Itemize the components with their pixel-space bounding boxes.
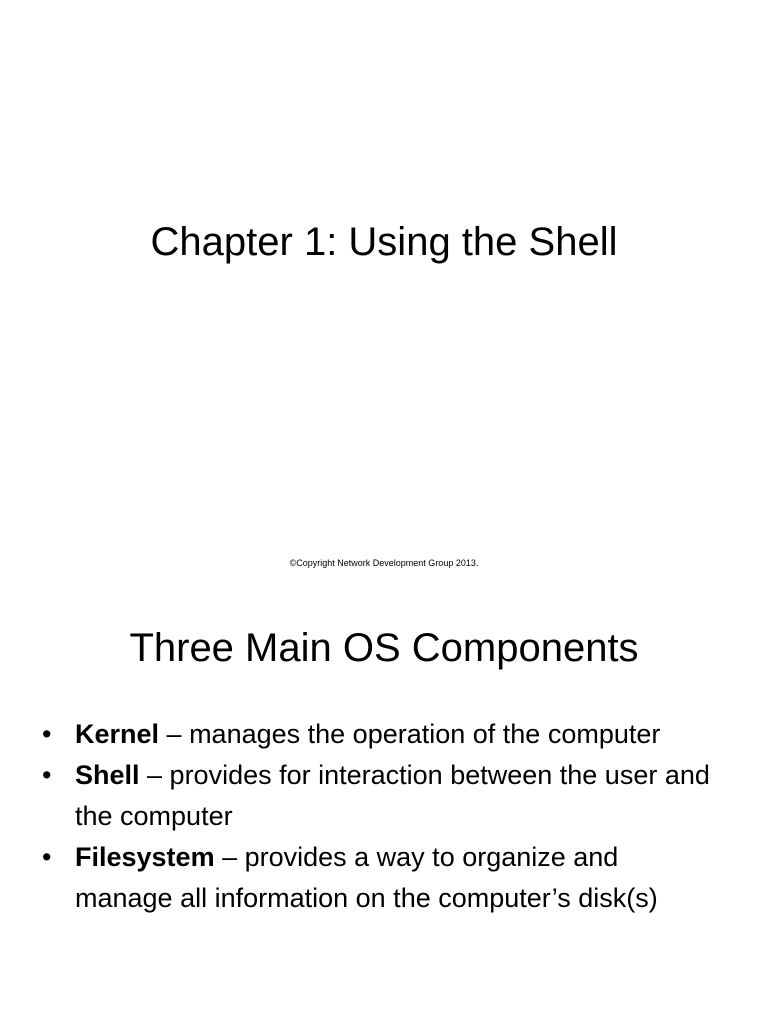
bullet-item-shell <box>40 755 720 837</box>
bullet-item-filesystem <box>40 837 720 919</box>
bullet-icon: • <box>42 842 52 872</box>
bullet-term: Kernel <box>75 719 160 749</box>
copyright-notice: ©Copyright Network Development Group 2013. <box>289 558 479 568</box>
bullet-term: Filesystem <box>75 842 215 872</box>
bullet-term: Shell <box>75 760 140 790</box>
bullet-description: – manages the operation of the computer <box>159 719 661 749</box>
components-slide <box>0 600 768 1024</box>
bullet-description: – provides a way to organize and manage all information on the computer’s disk(s) <box>75 842 658 913</box>
chapter-title: Chapter 1: Using the Shell <box>150 220 618 264</box>
bullet-description: – provides for interaction between the user and the computer <box>75 760 710 831</box>
bullet-icon: • <box>42 760 52 790</box>
bullet-list <box>40 714 720 919</box>
bullet-icon: • <box>42 719 52 749</box>
bullet-item-kernel <box>40 714 720 755</box>
slide-title: Three Main OS Components <box>129 626 639 670</box>
